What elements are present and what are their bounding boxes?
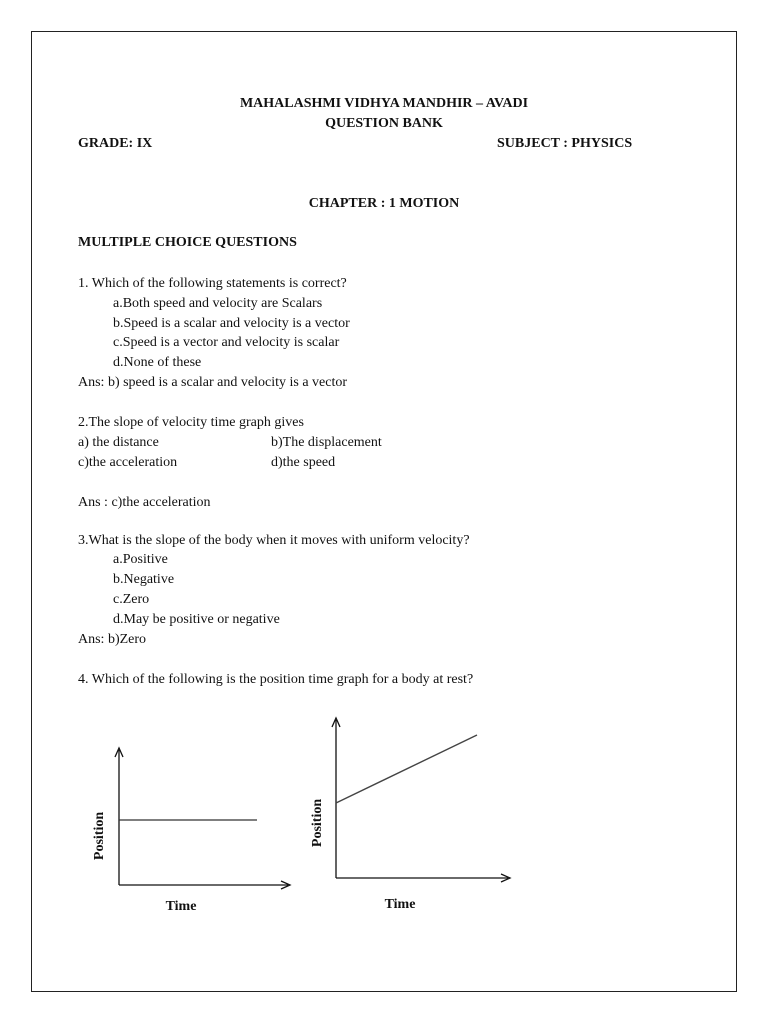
graph-a-ylabel: Position — [92, 811, 107, 861]
chapter-title: CHAPTER : 1 MOTION — [308, 196, 460, 211]
graph-a — [80, 740, 310, 920]
question-3-answer: Ans: b)Zero — [78, 632, 147, 647]
question-1-option-a: a.Both speed and velocity are Scalars — [113, 296, 323, 311]
grade-label: GRADE: IX — [78, 136, 153, 151]
graph-a-xlabel: Time — [165, 899, 197, 914]
question-3-option-d: d.May be positive or negative — [113, 612, 280, 627]
graph-b — [300, 710, 530, 920]
question-2-text: 2.The slope of velocity time graph gives — [78, 415, 304, 430]
graph-b-ylabel: Position — [310, 798, 325, 848]
question-1-option-b: b.Speed is a scalar and velocity is a vector — [113, 316, 350, 331]
question-1-answer: Ans: b) speed is a scalar and velocity is a vector — [78, 375, 348, 390]
question-3-option-c: c.Zero — [113, 592, 150, 607]
document-type: QUESTION BANK — [325, 116, 443, 131]
section-title: MULTIPLE CHOICE QUESTIONS — [78, 235, 297, 250]
question-2-option-a: a) the distance — [78, 435, 159, 450]
school-name: MAHALASHMI VIDHYA MANDHIR – AVADI — [239, 96, 529, 111]
question-1-option-d: d.None of these — [113, 355, 202, 370]
question-2-option-b: b)The displacement — [271, 435, 382, 450]
question-2-answer: Ans : c)the acceleration — [78, 495, 211, 510]
subject-label: SUBJECT : PHYSICS — [497, 136, 633, 151]
graph-b-line — [336, 735, 477, 803]
question-3-text: 3.What is the slope of the body when it moves with uniform velocity? — [78, 533, 470, 548]
question-2-option-d: d)the speed — [271, 455, 336, 470]
question-4-text: 4. Which of the following is the position time graph for a body at rest? — [78, 672, 474, 687]
graph-b-xlabel: Time — [384, 897, 416, 912]
question-1-text: 1. Which of the following statements is correct? — [78, 276, 347, 291]
question-3-option-b: b.Negative — [113, 572, 175, 587]
question-3-option-a: a.Positive — [113, 552, 168, 567]
question-2-option-c: c)the acceleration — [78, 455, 178, 470]
question-1-option-c: c.Speed is a vector and velocity is scalar — [113, 335, 340, 350]
